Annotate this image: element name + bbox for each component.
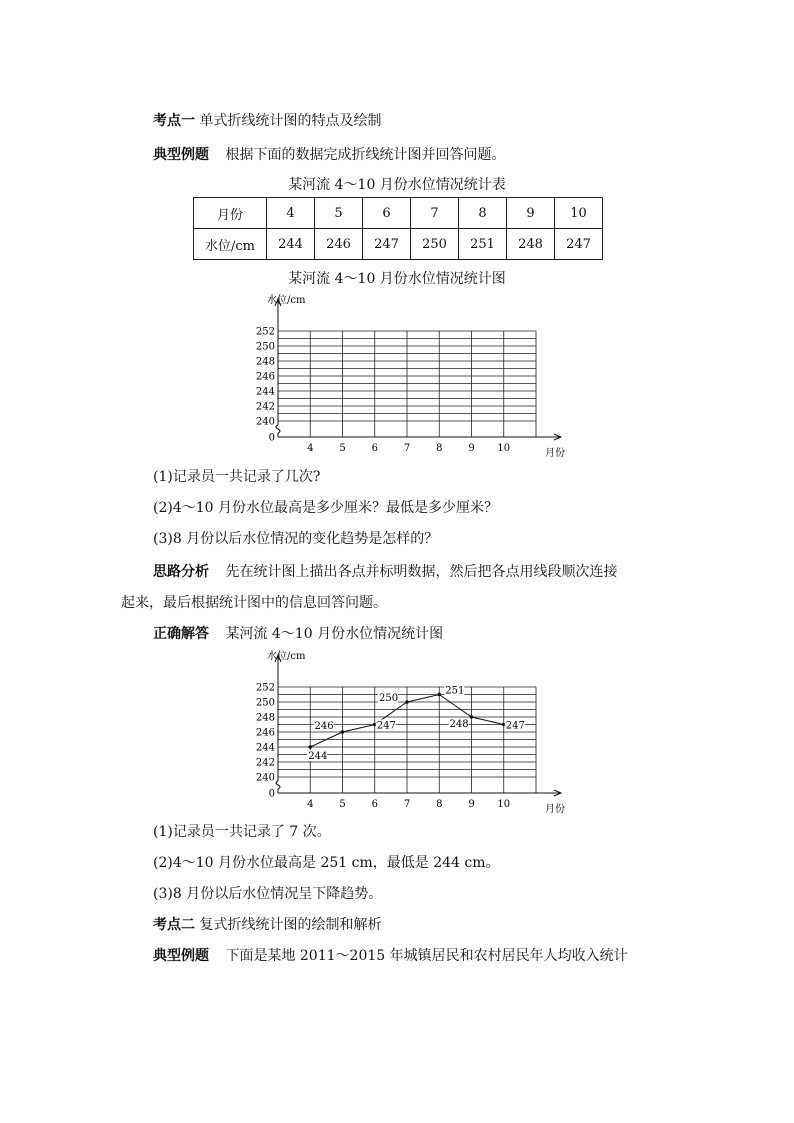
data-point: [437, 693, 441, 697]
table-cell-month: 8: [459, 198, 507, 229]
empty-line-chart-svg: [245, 290, 575, 460]
analysis-tag: 思路分析: [153, 564, 209, 580]
y-tick-label: 242: [255, 401, 275, 413]
y-tick-label: 240: [255, 416, 275, 428]
data-label: 244: [308, 751, 328, 762]
question-2: (2)4～10 月份水位最高是多少厘米？最低是多少厘米？: [153, 500, 499, 516]
table-title: 某河流 4～10 月份水位情况统计表: [288, 177, 506, 193]
table-cell-month-label: 月份: [194, 198, 267, 229]
data-label: 247: [376, 720, 396, 732]
section1-heading-tag: 考点一: [153, 113, 195, 129]
section2-example-tag: 典型例题: [153, 948, 209, 964]
section2-example-text: 下面是某地 2011～2015 年城镇居民和农村居民年人均收入统计: [225, 948, 628, 964]
table-cell-month: 10: [555, 198, 603, 229]
data-point: [470, 715, 474, 719]
data-point: [308, 745, 312, 749]
x-tick-label: 7: [403, 443, 411, 454]
data-point: [405, 700, 409, 704]
table-cell-level: 244: [267, 229, 315, 260]
table-cell-level-label: 水位/cm: [194, 229, 267, 260]
data-point: [341, 730, 345, 734]
y-axis-title: 水位/cm: [267, 651, 306, 662]
x-tick-label: 8: [436, 799, 443, 810]
y-tick-label: 246: [255, 371, 275, 383]
y-tick-label: 246: [255, 727, 275, 739]
section2-example: [153, 945, 628, 965]
x-tick-label: 8: [436, 443, 443, 454]
y-tick-label: 240: [255, 772, 275, 784]
table-cell-level: 247: [363, 229, 411, 260]
y-tick-label: 252: [255, 326, 275, 338]
y-tick-label: 252: [255, 682, 275, 694]
table-row-levels: [194, 229, 603, 260]
table-cell-level: 246: [315, 229, 363, 260]
analysis-text-1: 先在统计图上描出各点并标明数据，然后把各点用线段顺次连接: [225, 564, 618, 580]
answer-1: (1)记录员一共记录了 7 次。: [153, 824, 331, 840]
x-tick-label: 5: [339, 799, 346, 810]
y-axis-title: 水位/cm: [267, 295, 306, 306]
y-tick-label: 244: [255, 742, 275, 754]
table-row-months: [194, 198, 603, 229]
section2-heading-text: 复式折线统计图的绘制和解析: [199, 917, 382, 933]
question-3: (3)8 月份以后水位情况的变化趋势是怎样的？: [153, 531, 439, 547]
analysis-line-2: 起来，最后根据统计图中的信息回答问题。: [121, 595, 387, 611]
data-label: 248: [449, 719, 469, 730]
answer-heading: [153, 623, 443, 643]
answer-2: (2)4～10 月份水位最高是 251 cm，最低是 244 cm。: [153, 855, 500, 871]
answer-3: (3)8 月份以后水位情况呈下降趋势。: [153, 886, 383, 902]
answer-tag: 正确解答: [153, 626, 209, 642]
table-cell-level: 250: [411, 229, 459, 260]
x-axis-title: 月份: [545, 804, 565, 815]
table-cell-level: 247: [555, 229, 603, 260]
table-cell-level: 248: [507, 229, 555, 260]
water-level-table: [193, 197, 603, 260]
y-tick-label: 242: [255, 757, 275, 769]
x-tick-label: 4: [307, 799, 314, 810]
x-tick-label: 9: [468, 443, 475, 454]
data-label: 250: [379, 693, 399, 704]
x-tick-label: 6: [371, 799, 378, 810]
table-cell-month: 9: [507, 198, 555, 229]
section1-heading-text: 单式折线统计图的特点及绘制: [199, 113, 382, 129]
data-label: 251: [445, 685, 465, 697]
section1-example: [153, 144, 505, 164]
analysis-line-1: [153, 561, 617, 581]
x-tick-label: 9: [468, 799, 475, 810]
x-tick-label: 10: [497, 443, 511, 454]
table-cell-month: 4: [267, 198, 315, 229]
table-cell-month: 7: [411, 198, 459, 229]
y-tick-label: 248: [255, 712, 275, 724]
section1-heading: [153, 110, 381, 130]
empty-line-chart: [245, 290, 575, 464]
y-tick-label: 244: [255, 386, 275, 398]
table-cell-month: 5: [315, 198, 363, 229]
data-label: 247: [505, 720, 525, 732]
chart1-title: 某河流 4～10 月份水位情况统计图: [288, 271, 506, 287]
answer-chart-title: 某河流 4～10 月份水位情况统计图: [225, 626, 444, 642]
y-tick-label: 0: [268, 432, 275, 444]
data-label: 246: [314, 721, 334, 732]
x-axis-title: 月份: [545, 448, 565, 459]
answer-line-chart-svg: [245, 646, 575, 816]
x-tick-label: 7: [403, 799, 411, 810]
y-tick-label: 250: [255, 341, 275, 353]
section2-heading: [153, 914, 381, 934]
answer-line-chart: [245, 646, 575, 820]
y-tick-label: 248: [255, 356, 275, 368]
section1-example-text: 根据下面的数据完成折线统计图并回答问题。: [225, 147, 506, 163]
x-tick-label: 10: [497, 799, 511, 810]
y-tick-label: 0: [268, 788, 275, 800]
section2-heading-tag: 考点二: [153, 917, 195, 933]
table-cell-month: 6: [363, 198, 411, 229]
x-tick-label: 5: [339, 443, 346, 454]
x-tick-label: 4: [307, 443, 314, 454]
table-cell-level: 251: [459, 229, 507, 260]
question-1: (1)记录员一共记录了几次?: [153, 469, 321, 485]
section1-example-tag: 典型例题: [153, 147, 209, 163]
x-tick-label: 6: [371, 443, 378, 454]
y-tick-label: 250: [255, 697, 275, 709]
